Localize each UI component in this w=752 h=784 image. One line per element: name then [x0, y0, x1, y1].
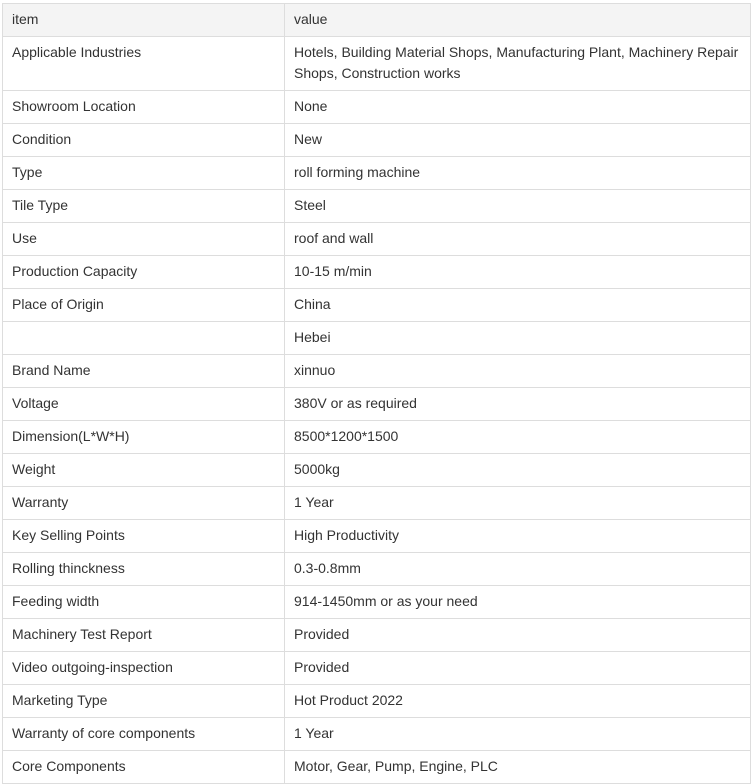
- row-item: Brand Name: [3, 355, 285, 388]
- row-value: Hot Product 2022: [285, 685, 751, 718]
- row-value: High Productivity: [285, 520, 751, 553]
- table-row: [3, 652, 751, 685]
- table-row: [3, 190, 751, 223]
- row-item: Voltage: [3, 388, 285, 421]
- table-row: [3, 388, 751, 421]
- header-item: item: [3, 4, 285, 37]
- table-row: [3, 619, 751, 652]
- table-row: [3, 421, 751, 454]
- table-row: [3, 256, 751, 289]
- row-item: Place of Origin: [3, 289, 285, 322]
- table-row: [3, 37, 751, 91]
- table-row: [3, 718, 751, 751]
- row-value: 914-1450mm or as your need: [285, 586, 751, 619]
- spec-table: [2, 3, 751, 784]
- table-row: [3, 553, 751, 586]
- row-item: Machinery Test Report: [3, 619, 285, 652]
- row-value: China: [285, 289, 751, 322]
- row-value: roof and wall: [285, 223, 751, 256]
- table-row: [3, 91, 751, 124]
- row-item: Core Components: [3, 751, 285, 784]
- row-value: 380V or as required: [285, 388, 751, 421]
- table-row: [3, 223, 751, 256]
- header-value: value: [285, 4, 751, 37]
- table-row: [3, 586, 751, 619]
- row-value: Hebei: [285, 322, 751, 355]
- table-header-row: [3, 4, 751, 37]
- row-item: Feeding width: [3, 586, 285, 619]
- row-value: 0.3-0.8mm: [285, 553, 751, 586]
- table-row: [3, 751, 751, 784]
- table-row: [3, 355, 751, 388]
- row-item: Condition: [3, 124, 285, 157]
- table-row: [3, 487, 751, 520]
- row-item: Showroom Location: [3, 91, 285, 124]
- row-value: xinnuo: [285, 355, 751, 388]
- row-value: roll forming machine: [285, 157, 751, 190]
- row-item: Tile Type: [3, 190, 285, 223]
- row-item: Applicable Industries: [3, 37, 285, 91]
- row-value: Provided: [285, 652, 751, 685]
- table-row: [3, 685, 751, 718]
- table-row: [3, 454, 751, 487]
- table-row: [3, 157, 751, 190]
- row-value: 10-15 m/min: [285, 256, 751, 289]
- row-item: Warranty of core components: [3, 718, 285, 751]
- row-value: Motor, Gear, Pump, Engine, PLC: [285, 751, 751, 784]
- row-value: 1 Year: [285, 718, 751, 751]
- row-value: Hotels, Building Material Shops, Manufacturing Plant, Machinery Repair Shops, Construction works: [285, 37, 751, 91]
- row-value: 8500*1200*1500: [285, 421, 751, 454]
- row-value: 5000kg: [285, 454, 751, 487]
- row-value: None: [285, 91, 751, 124]
- row-value: 1 Year: [285, 487, 751, 520]
- row-item: Weight: [3, 454, 285, 487]
- row-item: Marketing Type: [3, 685, 285, 718]
- row-item: Rolling thinckness: [3, 553, 285, 586]
- row-item: Warranty: [3, 487, 285, 520]
- row-value: New: [285, 124, 751, 157]
- row-value: Provided: [285, 619, 751, 652]
- row-item: Dimension(L*W*H): [3, 421, 285, 454]
- table-row: [3, 520, 751, 553]
- row-value: Steel: [285, 190, 751, 223]
- row-item: Production Capacity: [3, 256, 285, 289]
- table-row: [3, 124, 751, 157]
- table-row: [3, 322, 751, 355]
- row-item: [3, 322, 285, 355]
- row-item: Use: [3, 223, 285, 256]
- row-item: Type: [3, 157, 285, 190]
- row-item: Key Selling Points: [3, 520, 285, 553]
- row-item: Video outgoing-inspection: [3, 652, 285, 685]
- table-row: [3, 289, 751, 322]
